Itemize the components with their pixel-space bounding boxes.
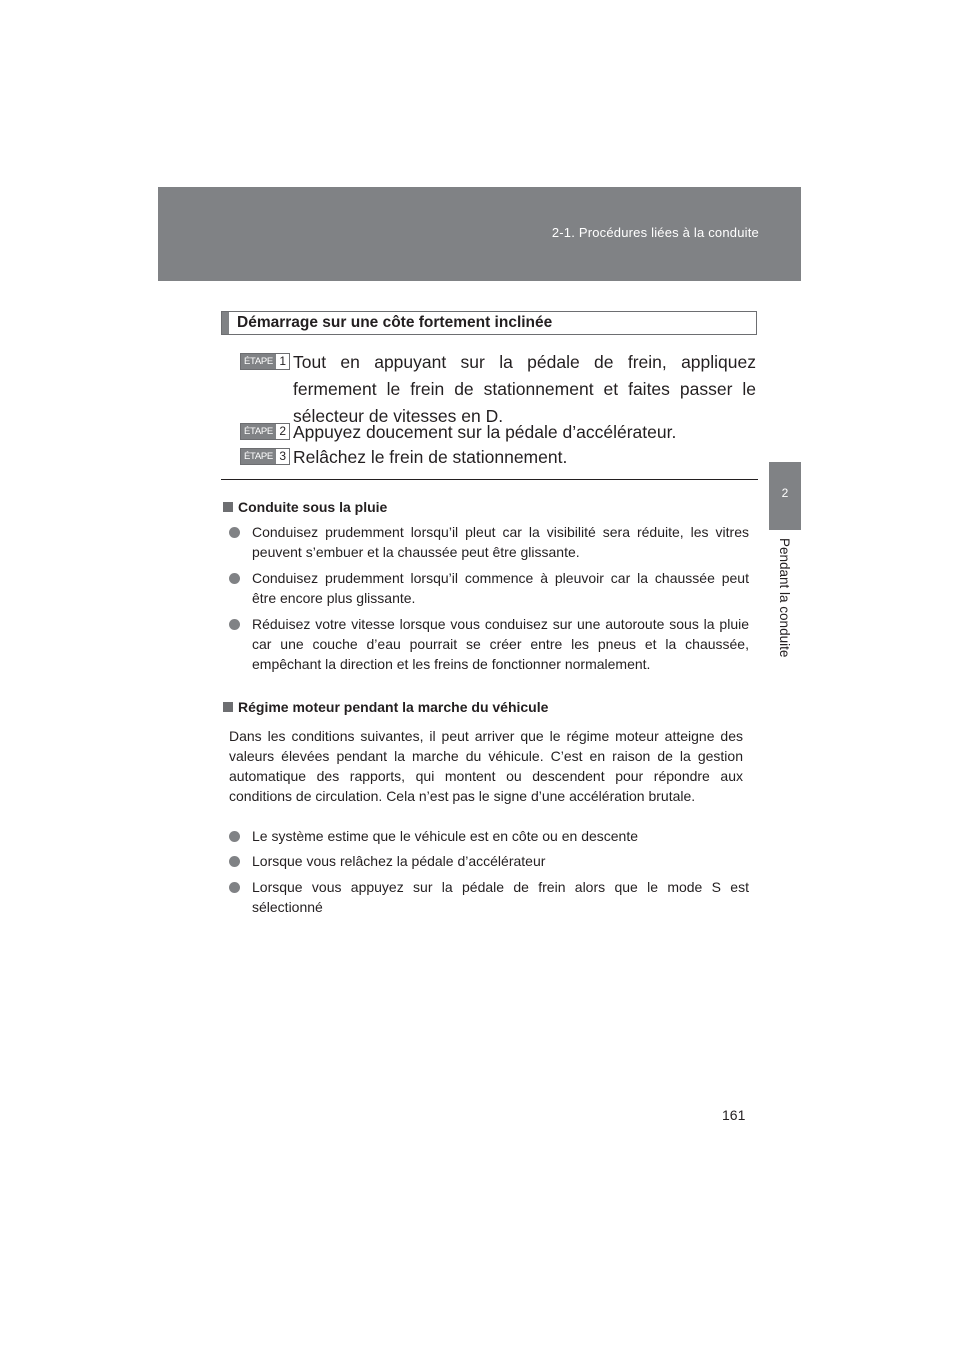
chapter-side-label-text: Pendant la conduite [777,538,792,658]
step-badge-number: 3 [279,449,286,463]
note-heading-engine [223,697,548,717]
circle-bullet-icon [229,573,240,584]
step-text: Tout en appuyant sur la pédale de frein, appliquez fermement le frein de stationnement et faites passer le sélecteur de vitesses en D. [293,352,756,426]
step-text: Appuyez doucement sur la pédale d’accélérateur. [293,422,677,442]
note-heading-text: Régime moteur pendant la marche du véhicule [238,699,549,715]
list-item-text: Lorsque vous appuyez sur la pédale de frein alors que le mode S est sélectionné [252,879,749,915]
circle-bullet-icon [229,831,240,842]
chapter-number: 2 [781,486,789,500]
note-heading-rain [223,497,387,517]
circle-bullet-icon [229,856,240,867]
step-badge [240,353,290,370]
section-divider [221,479,758,480]
section-title: Démarrage sur une côte fortement inclinée [237,314,553,331]
step-badge [240,423,290,440]
section-title-bar [222,312,229,334]
step-badge-number: 1 [279,354,286,368]
note-paragraph: Dans les conditions suivantes, il peut arriver que le régime moteur atteigne des valeurs élevées pendant la marche du véhicule. C’est en raison de la gestion automatique des rapports, qui montent ou descendent pour répondre aux conditions de circulation. Cela n’est pas le signe d’une accélération brutale. [229,728,743,804]
square-bullet-icon [223,702,233,712]
chapter-header-band [158,187,801,281]
page-number: 161 [722,1107,746,1123]
list-item-text: Conduisez prudemment lorsqu’il pleut car la visibilité sera réduite, les vitres peuvent s’embuer et la chaussée peut être glissante. [252,524,749,560]
list-item-text: Conduisez prudemment lorsqu’il commence à pleuvoir car la chaussée peut être encore plus glissante. [252,570,749,606]
step-badge [240,448,290,465]
step-badge-label: ÉTAPE [241,354,276,369]
list-item-text: Le système estime que le véhicule est en côte ou en descente [252,828,639,844]
chapter-header-title: 2-1. Procédures liées à la conduite [551,225,759,240]
step-badge-label: ÉTAPE [241,424,276,439]
note-heading-text: Conduite sous la pluie [238,499,388,515]
circle-bullet-icon [229,527,240,538]
step-badge-label: ÉTAPE [241,449,276,464]
section-title-box [221,311,757,335]
circle-bullet-icon [229,882,240,893]
square-bullet-icon [223,502,233,512]
step-badge-number: 2 [279,424,286,438]
chapter-side-tab [769,462,801,530]
step-text: Relâchez le frein de stationnement. [293,447,568,467]
circle-bullet-icon [229,619,240,630]
list-item-text: Réduisez votre vitesse lorsque vous conduisez sur une autoroute sous la pluie car une couche d’eau pourrait se créer entre les pneus et la chaussée, empêchant la direction et les freins de fonctionner normalement. [252,616,749,672]
list-item-text: Lorsque vous relâchez la pédale d’accélérateur [252,853,546,869]
